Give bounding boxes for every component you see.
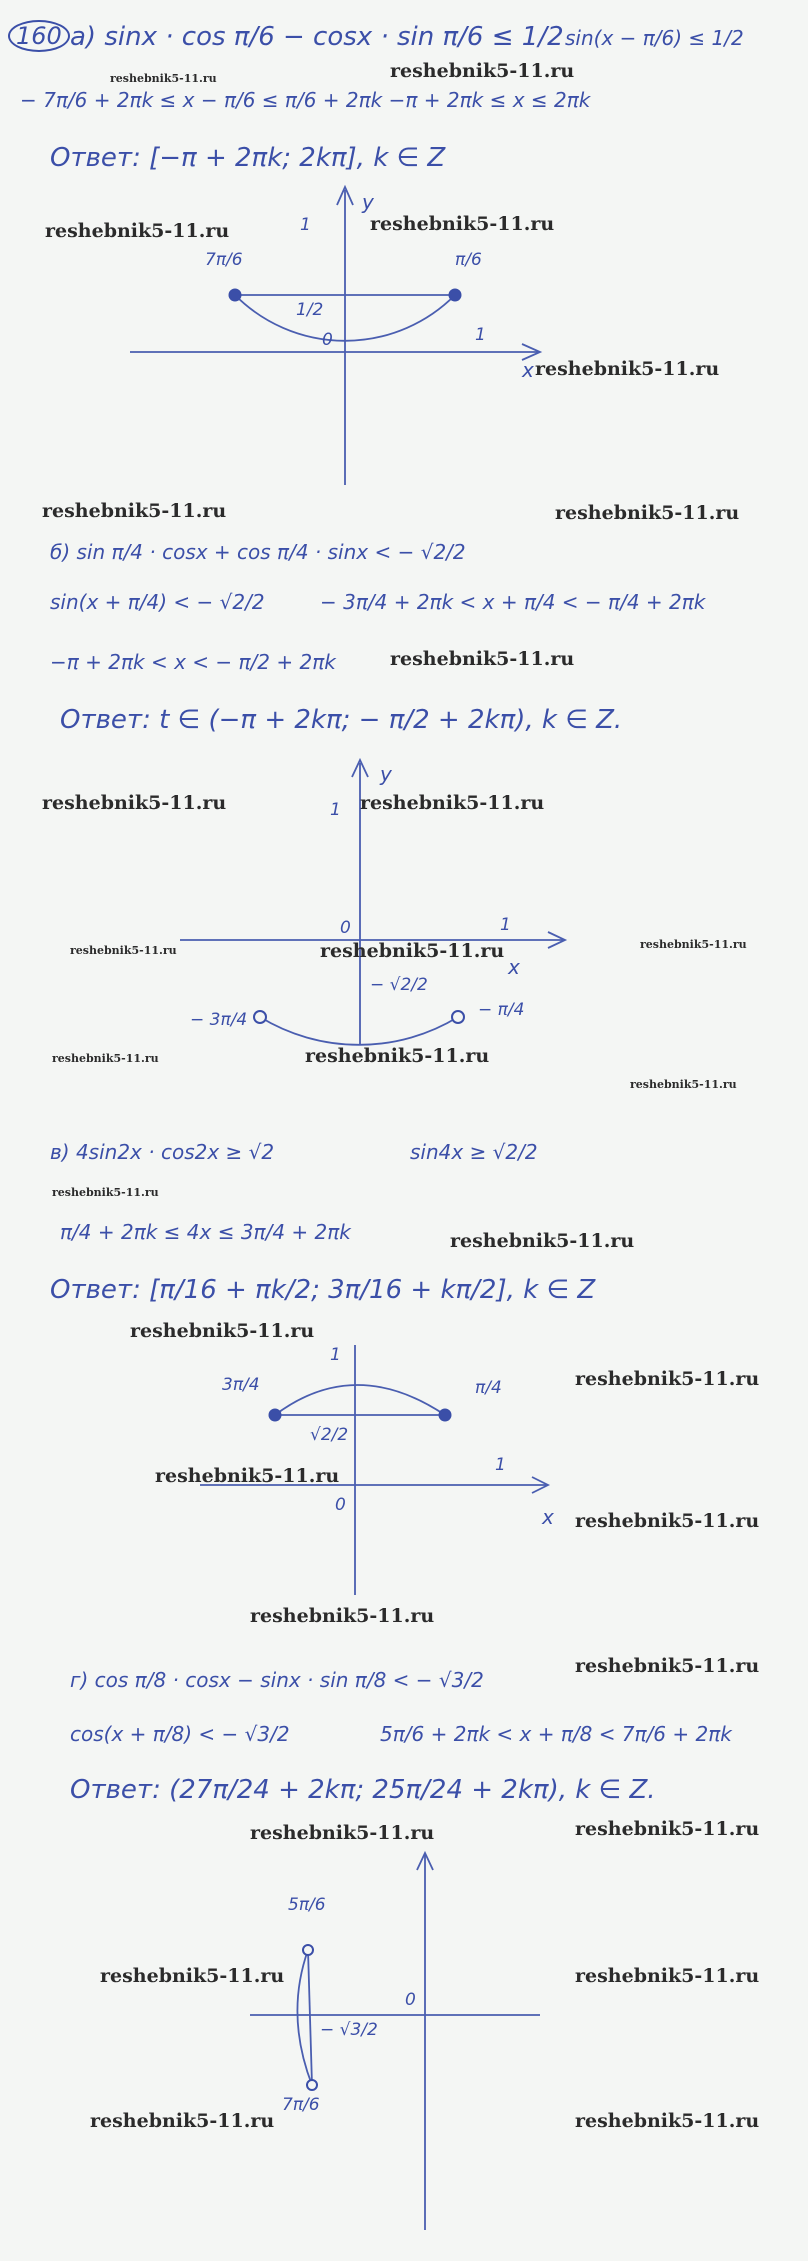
part-g-chord bbox=[308, 1950, 312, 2085]
part-a-answer: Ответ: [−π + 2πk; 2kπ], k ∈ Z bbox=[50, 143, 446, 173]
part-v-left-angle: 3π/4 bbox=[222, 1375, 260, 1395]
part-a-left-point bbox=[229, 289, 241, 301]
watermark: reshebnik5-11.ru bbox=[250, 1822, 435, 1844]
part-v-origin: 0 bbox=[335, 1495, 346, 1515]
part-v-unit-circle-graph bbox=[0, 1325, 808, 1605]
part-b-x-label: x bbox=[508, 955, 520, 979]
watermark: reshebnik5-11.ru bbox=[575, 1510, 760, 1532]
watermark: reshebnik5-11.ru bbox=[390, 648, 575, 670]
watermark: reshebnik5-11.ru bbox=[42, 792, 227, 814]
part-b-line2-left: sin(x + π/4) < − √2/2 bbox=[50, 590, 265, 614]
part-g-line1: г) cos π/8 · cosx − sinx · sin π/8 < − √3/2 bbox=[70, 1668, 484, 1692]
watermark: reshebnik5-11.ru bbox=[575, 1965, 760, 1987]
watermark: reshebnik5-11.ru bbox=[250, 1605, 435, 1627]
part-a-line1-right: sin(x − π/6) ≤ 1/2 bbox=[565, 26, 744, 50]
part-b-answer: Ответ: t ∈ (−π + 2kπ; − π/2 + 2kπ), k ∈ Z. bbox=[60, 705, 623, 735]
part-v-answer: Ответ: [π/16 + πk/2; 3π/16 + kπ/2], k ∈ Z bbox=[50, 1275, 596, 1305]
part-a-one-x: 1 bbox=[475, 325, 486, 345]
part-a-right-angle: π/6 bbox=[455, 250, 482, 270]
part-v-line1-right: sin4x ≥ √2/2 bbox=[410, 1140, 538, 1164]
watermark: reshebnik5-11.ru bbox=[42, 500, 227, 522]
part-b-line1: б) sin π/4 · cosx + cos π/4 · sinx < − √2/2 bbox=[50, 540, 466, 564]
part-g-top-point bbox=[303, 1945, 313, 1955]
watermark: reshebnik5-11.ru bbox=[52, 1186, 159, 1199]
watermark: reshebnik5-11.ru bbox=[575, 1655, 760, 1677]
watermark: reshebnik5-11.ru bbox=[100, 1965, 285, 1987]
part-g-minus-sqrt: − √3/2 bbox=[320, 2020, 378, 2040]
watermark: reshebnik5-11.ru bbox=[535, 358, 720, 380]
watermark: reshebnik5-11.ru bbox=[575, 1818, 760, 1840]
part-g-unit-circle-graph bbox=[0, 1840, 808, 2240]
part-a-left-angle: 7π/6 bbox=[205, 250, 243, 270]
watermark: reshebnik5-11.ru bbox=[450, 1230, 635, 1252]
part-v-line1-left: в) 4sin2x · cos2x ≥ √2 bbox=[50, 1140, 275, 1164]
part-v-arc bbox=[275, 1385, 445, 1415]
part-g-line2-right: 5π/6 + 2πk < x + π/8 < 7π/6 + 2πk bbox=[380, 1722, 732, 1746]
part-v-right-point bbox=[439, 1409, 451, 1421]
problem-number: 160 bbox=[8, 20, 70, 52]
watermark: reshebnik5-11.ru bbox=[52, 1052, 159, 1065]
part-v-left-point bbox=[269, 1409, 281, 1421]
watermark: reshebnik5-11.ru bbox=[110, 72, 217, 85]
part-a-line1-left: а) sinx · cos π/6 − cosx · sin π/6 ≤ 1/2 bbox=[70, 22, 564, 52]
part-g-bottom-angle: 7π/6 bbox=[282, 2095, 320, 2115]
watermark: reshebnik5-11.ru bbox=[640, 938, 747, 951]
part-a-half: 1/2 bbox=[296, 300, 324, 320]
part-a-line2: − 7π/6 + 2πk ≤ x − π/6 ≤ π/6 + 2πk −π + 2πk ≤ x ≤ 2πk bbox=[20, 88, 591, 112]
watermark: reshebnik5-11.ru bbox=[305, 1045, 490, 1067]
watermark: reshebnik5-11.ru bbox=[155, 1465, 340, 1487]
part-v-line2: π/4 + 2πk ≤ 4x ≤ 3π/4 + 2πk bbox=[60, 1220, 351, 1244]
part-b-y-label: y bbox=[380, 762, 392, 786]
part-b-right-angle: − π/4 bbox=[478, 1000, 525, 1020]
watermark: reshebnik5-11.ru bbox=[370, 213, 555, 235]
part-a-x-label: x bbox=[522, 358, 534, 382]
part-b-one-y: 1 bbox=[330, 800, 341, 820]
watermark: reshebnik5-11.ru bbox=[575, 1368, 760, 1390]
watermark: reshebnik5-11.ru bbox=[90, 2110, 275, 2132]
part-a-one-y: 1 bbox=[300, 215, 311, 235]
part-v-sqrt: √2/2 bbox=[310, 1425, 349, 1445]
watermark: reshebnik5-11.ru bbox=[555, 502, 740, 524]
part-g-origin: 0 bbox=[405, 1990, 416, 2010]
part-b-left-point bbox=[254, 1011, 266, 1023]
part-v-right-angle: π/4 bbox=[475, 1378, 502, 1398]
watermark: reshebnik5-11.ru bbox=[45, 220, 230, 242]
watermark: reshebnik5-11.ru bbox=[390, 60, 575, 82]
part-v-one-x: 1 bbox=[495, 1455, 506, 1475]
part-b-line3: −π + 2πk < x < − π/2 + 2πk bbox=[50, 650, 336, 674]
part-b-arc bbox=[260, 1017, 458, 1045]
watermark: reshebnik5-11.ru bbox=[130, 1320, 315, 1342]
part-v-one-y: 1 bbox=[330, 1345, 341, 1365]
part-a-right-point bbox=[449, 289, 461, 301]
watermark: reshebnik5-11.ru bbox=[320, 940, 505, 962]
part-g-top-angle: 5π/6 bbox=[288, 1895, 326, 1915]
part-b-minus-sqrt: − √2/2 bbox=[370, 975, 428, 995]
part-b-one-x: 1 bbox=[500, 915, 511, 935]
part-b-right-point bbox=[452, 1011, 464, 1023]
part-b-origin: 0 bbox=[340, 918, 351, 938]
watermark: reshebnik5-11.ru bbox=[630, 1078, 737, 1091]
part-b-line2-right: − 3π/4 + 2πk < x + π/4 < − π/4 + 2πk bbox=[320, 590, 706, 614]
watermark: reshebnik5-11.ru bbox=[70, 944, 177, 957]
watermark: reshebnik5-11.ru bbox=[575, 2110, 760, 2132]
part-g-answer: Ответ: (27π/24 + 2kπ; 25π/24 + 2kπ), k ∈ Z. bbox=[70, 1775, 656, 1805]
watermark: reshebnik5-11.ru bbox=[360, 792, 545, 814]
part-b-left-angle: − 3π/4 bbox=[190, 1010, 248, 1030]
part-g-bottom-point bbox=[307, 2080, 317, 2090]
part-v-x-label: x bbox=[542, 1505, 554, 1529]
part-g-line2-left: cos(x + π/8) < − √3/2 bbox=[70, 1722, 290, 1746]
part-a-y-label: y bbox=[362, 190, 374, 214]
part-a-origin: 0 bbox=[322, 330, 333, 350]
